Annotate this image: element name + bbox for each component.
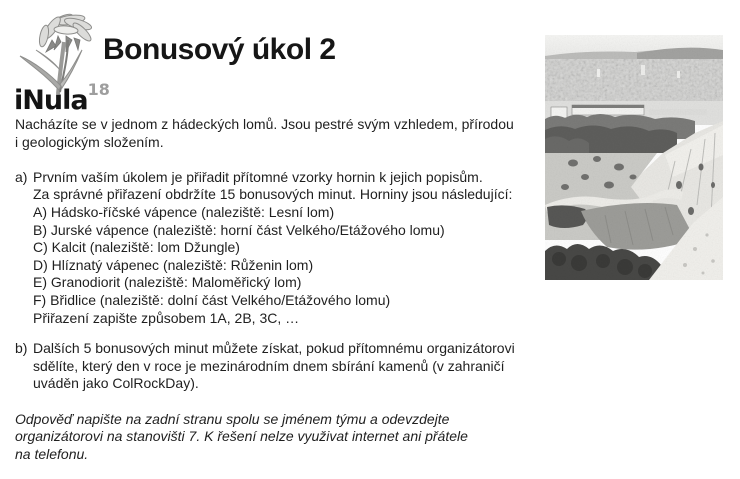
task-b-marker: b) (15, 340, 28, 357)
intro-line: i geologickým složením. (15, 133, 164, 150)
rock-item: A) Hádsko-říčské vápence (naleziště: Lesní lom) (33, 203, 335, 220)
footer-note (15, 411, 555, 464)
logo-wordmark-text: iNula (14, 85, 88, 116)
task-a-marker: a) (15, 168, 28, 185)
inula-logo (12, 4, 112, 116)
rock-item: B) Jurské vápence (naleziště: horní část Velkého/Etážového lomu) (33, 221, 445, 238)
task-b (15, 340, 555, 393)
rock-item: E) Granodiorit (naleziště: Maloměřický lom) (33, 274, 302, 291)
task-a (15, 169, 555, 327)
task-b-line: Dalších 5 bonusových minut můžete získat, pokud přítomnému organizátorovi (33, 340, 515, 357)
page-title: Bonusový úkol 2 (103, 33, 336, 66)
task-b-line: uváděn jako ColRockDay). (33, 375, 199, 392)
content (15, 116, 555, 463)
task-a-line: Za správné přiřazení obdržíte 15 bonusových minut. Horniny jsou následující: (33, 186, 513, 203)
quarry-photo (545, 35, 723, 280)
footer-line: organizátorovi na stanovišti 7. K řešení nelze využivat internet ani přátele (15, 428, 468, 445)
logo-year: 18 (87, 80, 110, 99)
footer-line: Odpověď napište na zadní stranu spolu se jménem týmu a odevzdejte (15, 410, 450, 427)
task-a-line: Prvním vaším úkolem je přiřadit přítomné vzorky hornin k jejich popisům. (33, 168, 483, 185)
footer-line: na telefonu. (15, 445, 89, 462)
intro-line: Nacházíte se v jednom z hádeckých lomů. Jsou pestré svým vzhledem, přírodou (15, 116, 514, 132)
task-a-note: Přiřazení zapište způsobem 1A, 2B, 3C, … (33, 309, 300, 326)
quarry-photo-image (545, 35, 723, 280)
logo-wordmark (14, 80, 110, 116)
rock-item: F) Břidlice (naleziště: dolní část Velkého/Etážového lomu) (33, 291, 391, 308)
task-b-line: sdělíte, který den v roce je mezinárodním dnem sbírání kamenů (v zahraničí (33, 357, 505, 374)
rock-item: D) Hlíznatý vápenec (naleziště: Růženin lom) (33, 256, 314, 273)
rock-item: C) Kalcit (naleziště: lom Džungle) (33, 239, 240, 256)
intro-paragraph (15, 116, 555, 151)
